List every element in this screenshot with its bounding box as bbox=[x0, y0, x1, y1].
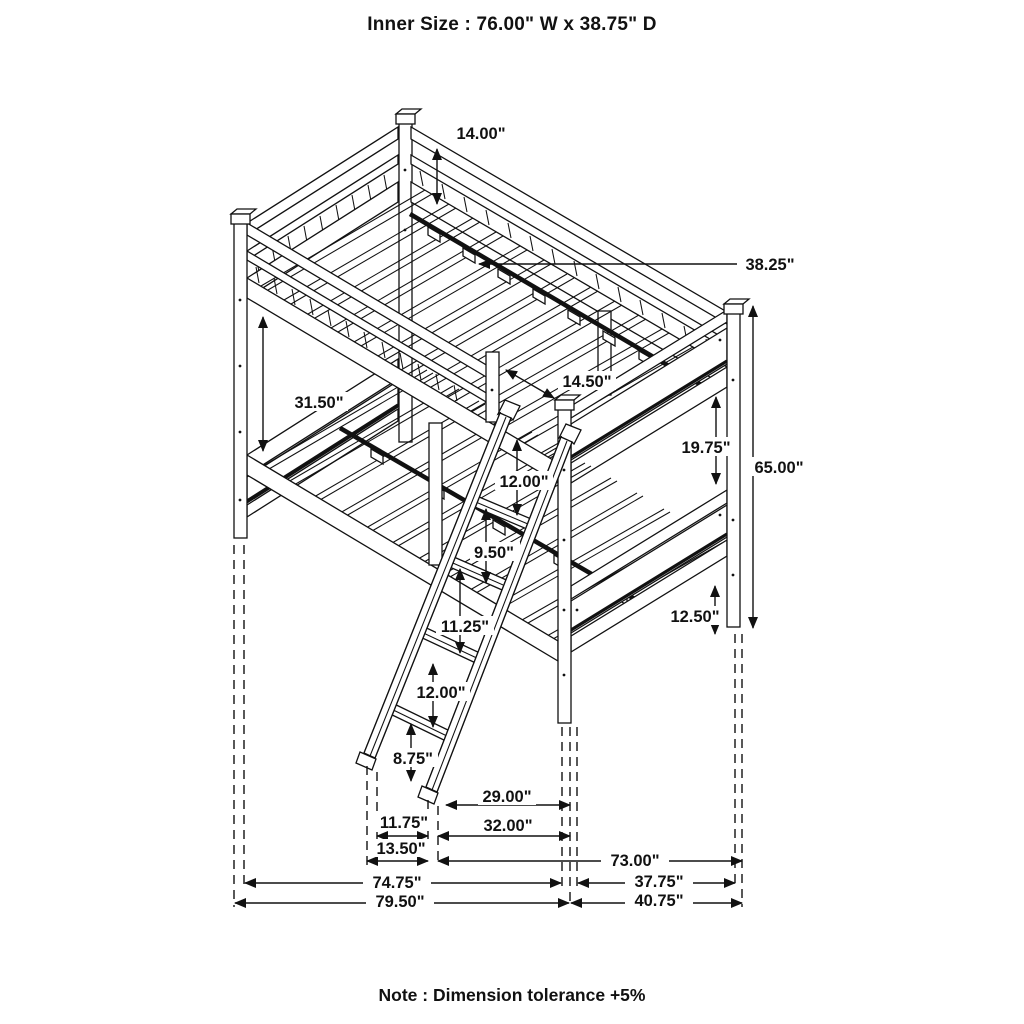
dim-label-9-50: 9.50" bbox=[474, 544, 514, 562]
dim-label-13-50: 13.50" bbox=[376, 840, 426, 858]
dim-label-12-00-mid: 12.00" bbox=[416, 684, 466, 702]
guard-rail-stub-post bbox=[486, 352, 499, 422]
dim-label-29-00: 29.00" bbox=[482, 788, 532, 806]
inner-size-title: Inner Size : 76.00" W x 38.75" D bbox=[367, 14, 657, 35]
dim-label-12-50: 12.50" bbox=[670, 608, 720, 626]
footboard-lower-panel bbox=[571, 490, 727, 652]
dim-label-79-50: 79.50" bbox=[375, 893, 425, 911]
dim-label-38-25: 38.25" bbox=[745, 256, 795, 274]
front-mid-support bbox=[429, 423, 442, 565]
dim-label-8-75: 8.75" bbox=[393, 750, 433, 768]
dim-label-73-00: 73.00" bbox=[610, 852, 660, 870]
dim-label-14-00: 14.00" bbox=[456, 125, 506, 143]
dim-label-65-00: 65.00" bbox=[754, 459, 804, 477]
dim-label-74-75: 74.75" bbox=[372, 874, 422, 892]
dim-label-12-00-top: 12.00" bbox=[499, 473, 549, 491]
back-gap-slat-ticks bbox=[420, 171, 709, 354]
dim-label-31-50: 31.50" bbox=[294, 394, 344, 412]
dim-label-14-50: 14.50" bbox=[562, 373, 612, 391]
dim-label-19-75: 19.75" bbox=[681, 439, 731, 457]
post-foot-back bbox=[724, 299, 749, 627]
dim-label-11-25: 11.25" bbox=[440, 618, 490, 636]
dim-label-37-75: 37.75" bbox=[634, 873, 684, 891]
dim-label-32-00: 32.00" bbox=[483, 817, 533, 835]
dim-label-11-75: 11.75" bbox=[379, 814, 429, 832]
tolerance-note: Note : Dimension tolerance +5% bbox=[378, 985, 646, 1005]
dim-label-40-75: 40.75" bbox=[634, 892, 684, 910]
